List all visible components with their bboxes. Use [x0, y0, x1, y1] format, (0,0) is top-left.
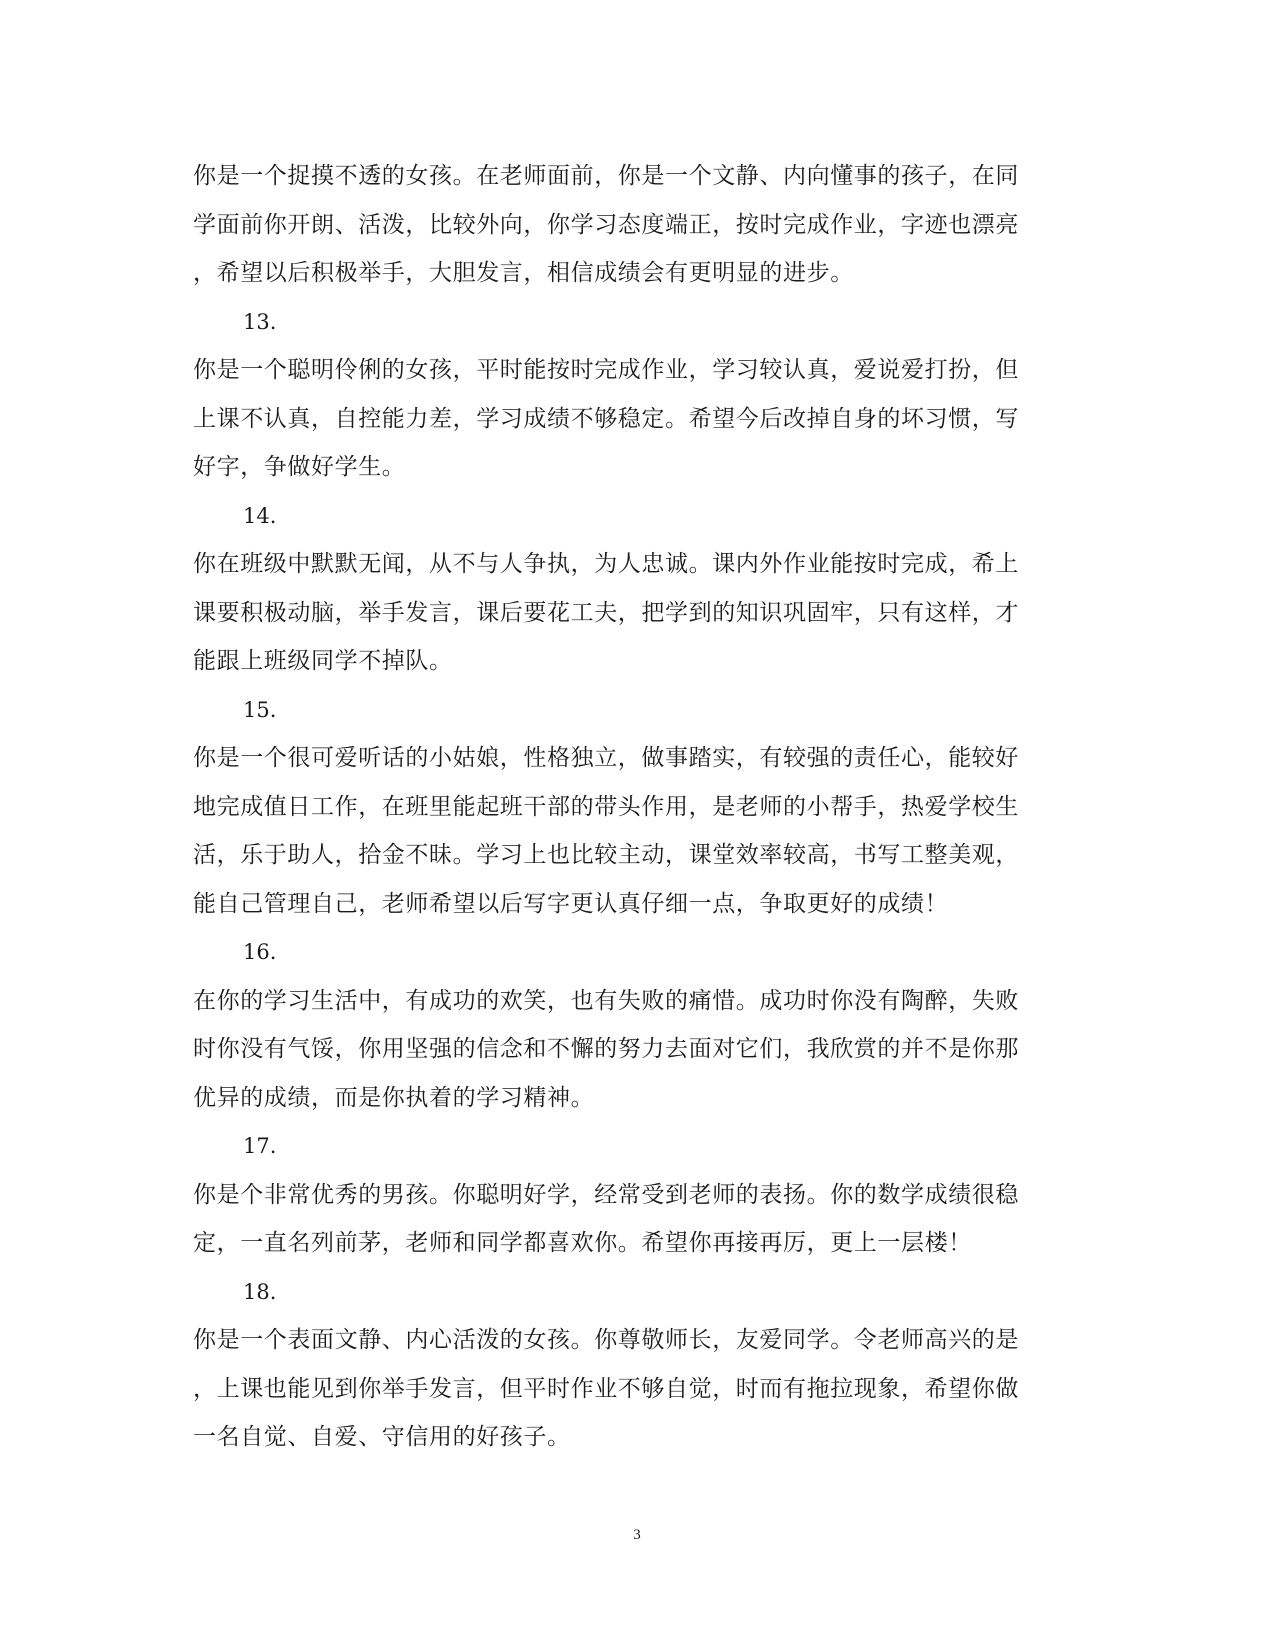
comment-text-line: 你在班级中默默无闻，从不与人争执，为人忠诚。课内外作业能按时完成，希上 — [193, 551, 1019, 577]
comment-text-line: 一名自觉、自爱、守信用的好孩子。 — [193, 1424, 571, 1450]
page-number: 3 — [633, 1527, 641, 1543]
document-body — [193, 152, 1073, 1462]
comment-text-line: 地完成值日工作，在班里能起班干部的带头作用，是老师的小帮手，热爱学校生 — [193, 793, 1019, 820]
comment-text-line: 在你的学习生活中，有成功的欢笑，也有失败的痛惜。成功时你没有陶醉，失败 — [193, 987, 1019, 1014]
comment-text-line: 能自己管理自己，老师希望以后写字更认真仔细一点，争取更好的成绩！ — [193, 890, 949, 917]
comment-text-line: 你是一个表面文静、内心活泼的女孩。你尊敬师长，友爱同学。令老师高兴的是 — [193, 1327, 1019, 1353]
comment-text-line: 你是一个很可爱听话的小姑娘，性格独立，做事踏实，有较强的责任心，能较好 — [193, 745, 1019, 771]
comment-text-line: 好字，争做好学生。 — [193, 454, 406, 480]
comment-text-line: 优异的成绩，而是你执着的学习精神。 — [193, 1084, 595, 1111]
comment-number: 16. — [243, 940, 277, 964]
comment-text-line: 学面前你开朗、活泼，比较外向，你学习态度端正，按时完成作业，字迹也漂亮 — [193, 211, 1019, 238]
comment-text-line: 能跟上班级同学不掉队。 — [193, 648, 453, 674]
comment-number: 18. — [243, 1279, 277, 1304]
comment-text-line: 活，乐于助人，拾金不昧。学习上也比较主动，课堂效率较高，书写工整美观， — [193, 842, 1019, 868]
comment-text-line: 你是一个聪明伶俐的女孩，平时能按时完成作业，学习较认真，爱说爱打扮，但 — [193, 357, 1019, 383]
comment-number: 15. — [243, 697, 277, 722]
comment-text-line: 你是个非常优秀的男孩。你聪明好学，经常受到老师的表扬。你的数学成绩很稳 — [193, 1181, 1019, 1208]
comment-text-line: ，上课也能见到你举手发言，但平时作业不够自觉，时而有拖拉现象，希望你做 — [193, 1375, 1019, 1402]
comment-number: 14. — [243, 503, 277, 528]
comment-text-line: 定，一直名列前茅，老师和同学都喜欢你。希望你再接再厉，更上一层楼！ — [193, 1230, 972, 1256]
comment-number: 13. — [243, 309, 277, 334]
comment-text-line: ，希望以后积极举手，大胆发言，相信成绩会有更明显的进步。 — [193, 260, 854, 286]
comment-number: 17. — [243, 1134, 277, 1158]
comment-text-line: 上课不认真，自控能力差，学习成绩不够稳定。希望今后改掉自身的坏习惯，写 — [193, 405, 1019, 432]
comment-text-line: 你是一个捉摸不透的女孩。在老师面前，你是一个文静、内向懂事的孩子，在同 — [193, 163, 1019, 189]
comment-text-line: 时你没有气馁，你用坚强的信念和不懈的努力去面对它们，我欣赏的并不是你那 — [193, 1036, 1019, 1062]
comment-text-line: 课要积极动脑，举手发言，课后要花工夫，把学到的知识巩固牢，只有这样，才 — [193, 599, 1019, 626]
